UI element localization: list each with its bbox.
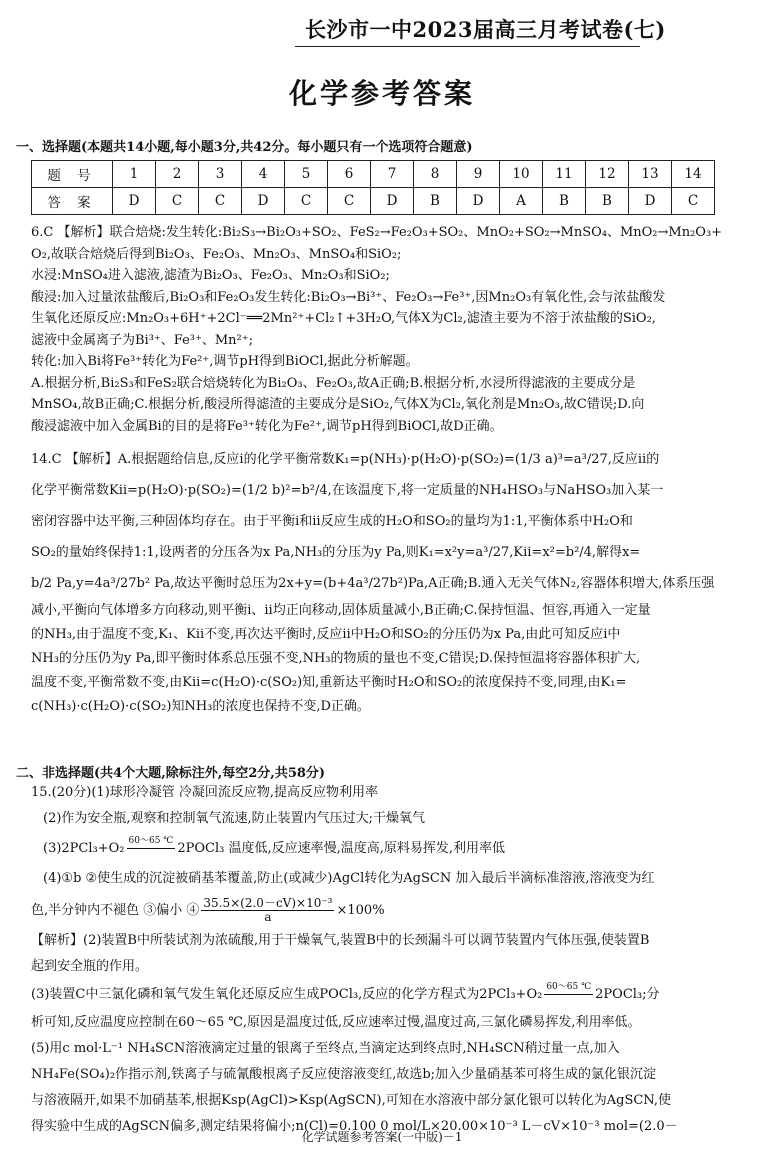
q14-line: NH₃的分压仍为y Pa,即平衡时体系总压强不变,NH₃的物质的量也不变,C错误;D.保持恒温将容器体积扩大,: [31, 651, 641, 666]
q-num: 13: [629, 161, 672, 188]
q6-line: 水浸:MnSO₄进入滤液,滤渣为Bi₂O₃、Fe₂O₃、Mn₂O₃和SiO₂;: [31, 268, 390, 283]
q15-line: 15.(20分)(1)球形冷凝管 冷凝回流反应物,提高反应物利用率: [31, 785, 379, 800]
q15-answers: [31, 782, 756, 1140]
q6-line: 滤液中金属离子为Bi³⁺、Fe³⁺、Mn²⁺;: [31, 332, 253, 348]
q14-line: 温度不变,平衡常数不变,由Kⅱ=c(H₂O)·c(SO₂)知,重新达平衡时H₂O和SO₂的浓度保持不变,同理,由K₁=: [31, 675, 627, 690]
answer-cell: D: [113, 188, 156, 215]
q-num: 6: [328, 161, 371, 188]
answer-table: [31, 160, 715, 215]
q6-line: O₂,故联合焙烧后得到Bi₂O₃、Fe₂O₃、Mn₂O₃、MnSO₄和SiO₂;: [31, 246, 402, 262]
q15-analysis-line: 得实验中生成的AgSCN偏多,测定结果将偏小;n(Cl)=0.100 0 mol/L×20.00×10⁻³ L－cV×10⁻³ mol=(2.0－: [31, 1118, 678, 1134]
q-num: 12: [586, 161, 629, 188]
answer-cell: C: [328, 188, 371, 215]
q-num: 3: [199, 161, 242, 188]
q15-analysis-line: (3)装置C中三氯化磷和氧气发生氧化还原反应生成POCl₃,反应的化学方程式为2PCl₃+O₂ 60～65 ℃ 2POCl₃;分: [31, 980, 756, 1010]
answer-cell: C: [285, 188, 328, 215]
q-num: 7: [371, 161, 414, 188]
q14-line: 14.C 【解析】A.根据题给信息,反应ⅰ的化学平衡常数K₁=p(NH₃)·p(H₂O)·p(SO₂)=(1/3 a)³=a³/27,反应ⅱ的: [31, 452, 660, 467]
q6-explanation: [31, 222, 756, 437]
answer-cell: A: [500, 188, 543, 215]
q-num: 2: [156, 161, 199, 188]
q15-analysis-line: (5)用c mol·L⁻¹ NH₄SCN溶液滴定过量的银离子至终点,当滴定达到终点时,NH₄SCN稍过量一点,加入: [31, 1040, 620, 1056]
section1-heading: 一、选择题(本题共14小题,每小题3分,共42分。每小题只有一个选项符合题意): [16, 140, 473, 155]
q14-line: c(NH₃)·c(H₂O)·c(SO₂)知NH₃的浓度也保持不变,D正确。: [31, 699, 370, 714]
q15-analysis-line: NH₄Fe(SO₄)₂作指示剂,铁离子与硫氰酸根离子反应使溶液变红,故选b;加入少量硝基苯可将生成的氯化银沉淀: [31, 1066, 657, 1082]
q-num: 4: [242, 161, 285, 188]
answer-cell: D: [371, 188, 414, 215]
header-rule: [295, 46, 640, 47]
question-number-row: [32, 161, 715, 188]
q6-line: A.根据分析,Bi₂S₃和FeS₂联合焙烧转化为Bi₂O₃、Fe₂O₃,故A正确;B.根据分析,水浸所得滤液的主要成分是: [31, 375, 636, 391]
q15-equation-lhs: (3)2PCl₃+O₂: [43, 840, 125, 856]
q15-analysis-line: 析可知,反应温度应控制在60～65 ℃,原因是温度过低,反应速率过慢,温度过高,三氯化磷易挥发,利用率低。: [31, 1014, 641, 1030]
answer-cell: C: [156, 188, 199, 215]
q15-analysis-line: 起到安全瓶的作用。: [31, 958, 149, 974]
reaction-condition: 60～65 ℃: [127, 835, 176, 862]
q6-line: 生氧化还原反应:Mn₂O₃+6H⁺+2Cl⁻══2Mn²⁺+Cl₂↑+3H₂O,气体X为Cl₂,滤渣主要为不溶于浓盐酸的SiO₂,: [31, 311, 656, 326]
q15-analysis-line: 【解析】(2)装置B中所装试剂为浓硫酸,用于干燥氧气,装置B中的长颈漏斗可以调节装置内气体压强,使装置B: [31, 932, 650, 948]
q15-line: 色,半分钟内不褪色 ③偏小 ④ $\frac{\text{35.5×(2.0－cV)×10⁻³}}{a}$ ×100%: [31, 895, 385, 924]
q-num: 14: [672, 161, 715, 188]
answer-cell: D: [629, 188, 672, 215]
row-label-question: 题 号: [32, 161, 113, 188]
answer-cell: C: [672, 188, 715, 215]
answer-cell: D: [242, 188, 285, 215]
q14-line: b/2 Pa,y=4a³/27b² Pa,故达平衡时总压为2x+y=(b+4a³/27b²)Pa,A正确;B.通入无关气体N₂,容器体积增大,体系压强: [31, 576, 715, 591]
q14-line: 的NH₃,由于温度不变,K₁、Kⅱ不变,再次达平衡时,反应ⅱ中H₂O和SO₂的分压仍为x Pa,由此可知反应ⅰ中: [31, 627, 621, 642]
q-num: 11: [543, 161, 586, 188]
q6-line: 酸浸滤液中加入金属Bi的目的是将Fe³⁺转化为Fe²⁺,调节pH得到BiOCl,故D正确。: [31, 418, 503, 434]
q14-line: 减小,平衡向气体增多方向移动,则平衡ⅰ、ⅱ均正向移动,固体质量减小,B正确;C.保持恒温、恒容,再通入一定量: [31, 603, 651, 618]
q15-line: [31, 834, 756, 864]
q6-line: 6.C 【解析】联合焙烧:发生转化:Bi₂S₃→Bi₂O₃+SO₂、FeS₂→Fe₂O₃+SO₂、MnO₂+SO₂→MnSO₄、MnO₂→Mn₂O₃+: [31, 225, 723, 240]
q14-line: SO₂的量始终保持1:1,设两者的分压各为x Pa,NH₃的分压为y Pa,则K₁=x²y=a³/27,Kⅱ=x²=b²/4,解得x=: [31, 545, 641, 560]
q15-line: (2)作为安全瓶,观察和控制氧气流速,防止装置内气压过大;干燥氧气: [43, 810, 426, 826]
answer-cell: C: [199, 188, 242, 215]
q-num: 10: [500, 161, 543, 188]
school-header: 长沙市一中2023届高三月考试卷(七): [305, 17, 666, 42]
row-label-answer: 答 案: [32, 188, 113, 215]
q14-explanation: [31, 444, 756, 719]
q-num: 9: [457, 161, 500, 188]
q6-line: 酸浸:加入过量浓盐酸后,Bi₂O₃和Fe₂O₃发生转化:Bi₂O₃→Bi³⁺、Fe₂O₃→Fe³⁺,因Mn₂O₃有氧化性,会与浓盐酸发: [31, 289, 666, 305]
q15-line: (4)①b ②使生成的沉淀被硝基苯覆盖,防止(或减少)AgCl转化为AgSCN 加入最后半滴标准溶液,溶液变为红: [43, 870, 655, 886]
q-num: 1: [113, 161, 156, 188]
q-num: 5: [285, 161, 328, 188]
answer-cell: D: [457, 188, 500, 215]
q15-analysis-line: 与溶液隔开,如果不加硝基苯,根据Ksp(AgCl)>Ksp(AgSCN),可知在水溶液中部分氯化银可以转化为AgSCN,使: [31, 1092, 671, 1108]
section2-heading: 二、非选择题(共4个大题,除标注外,每空2分,共58分): [16, 766, 326, 781]
answer-cell: B: [543, 188, 586, 215]
page-footer: 化学试题参考答案(一中版)－1: [301, 1130, 463, 1144]
q6-line: MnSO₄,故B正确;C.根据分析,酸浸所得滤渣的主要成分是SiO₂,气体X为Cl₂,氧化剂是Mn₂O₃,故C错误;D.向: [31, 397, 645, 412]
q14-line: 密闭容器中达平衡,三种固体均存在。由于平衡ⅰ和ⅱ反应生成的H₂O和SO₂的量均为1:1,平衡体系中H₂O和: [31, 514, 633, 529]
answer-cell: B: [586, 188, 629, 215]
answer-cell: B: [414, 188, 457, 215]
q6-line: 转化:加入Bi将Fe³⁺转化为Fe²⁺,调节pH得到BiOCl,据此分析解题。: [31, 354, 419, 369]
doc-title: 化学参考答案: [288, 77, 475, 110]
q15-equation-rhs: 2POCl₃ 温度低,反应速率慢,温度高,原料易挥发,利用率低: [177, 840, 506, 856]
mass-fraction-formula: $\frac{\text{35.5×(2.0－cV)×10⁻³}}{a}$: [203, 895, 333, 924]
answer-row: [32, 188, 715, 215]
reaction-condition: 60～65 ℃: [544, 981, 593, 1008]
q-num: 8: [414, 161, 457, 188]
q14-line: 化学平衡常数Kⅱ=p(H₂O)·p(SO₂)=(1/2 b)²=b²/4,在该温度下,将一定质量的NH₄HSO₃与NaHSO₃加入某一: [31, 483, 664, 498]
